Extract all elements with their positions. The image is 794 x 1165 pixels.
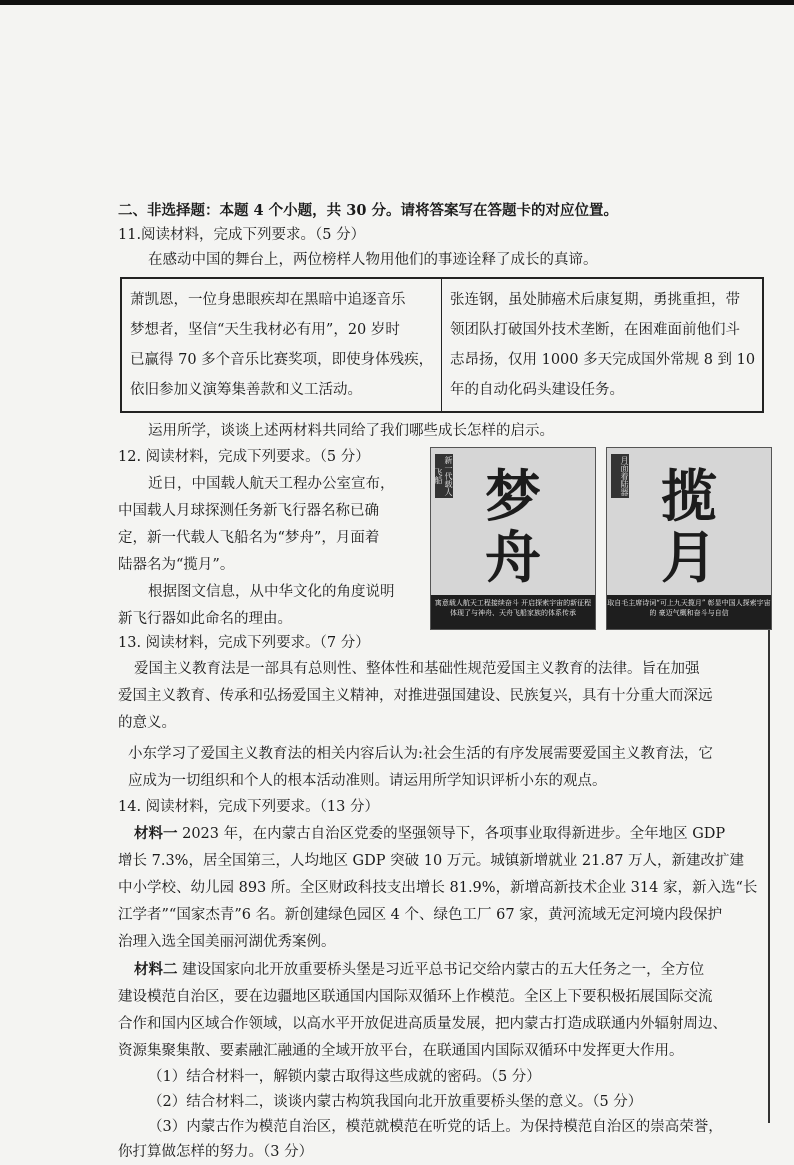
material1-text: 2023 年，在内蒙古自治区党委的坚强领导下，各项事业取得新进步。全年地区 GDP (177, 826, 726, 842)
poster-title-char: 舟 (485, 526, 541, 591)
poster-title-char: 揽 (661, 465, 717, 530)
q12-title: 12. 阅读材料，完成下列要求。（5 分） (118, 449, 370, 465)
q12-block (118, 444, 771, 631)
q14-sub2: （2）结合材料二，谈谈内蒙古构筑我国向北开放重要桥头堡的意义。（5 分） (148, 1094, 643, 1110)
q14-line: 增长 7.3%，居全国第三，人均地区 GDP 突破 10 万元。城镇新增就业 21.87 万人，新建改扩建 (118, 853, 745, 869)
q13-line: 的意义。 (118, 715, 176, 731)
q11-title: 11.阅读材料，完成下列要求。（5 分） (118, 227, 366, 243)
q14-sub3-line: （3）内蒙古作为模范自治区，模范就模范在听党的话上。为保持模范自治区的崇高荣誉， (148, 1119, 723, 1135)
poster-caption: 寓意载人航天工程接续奋斗 开启探索宇宙的新征程 体现了与神舟、天舟飞船家族的体系传承 (431, 595, 595, 629)
poster-tag: 月面着陆器 (611, 454, 629, 498)
q11-right-line: 志昂扬，仅用 1000 多天完成国外常规 8 到 10 (450, 352, 756, 368)
section-heading: 二、非选择题：本题 4 个小题，共 30 分。请将答案写在答题卡的对应位置。 (118, 202, 618, 219)
poster-lanyue (606, 447, 772, 630)
q11-intro: 在感动中国的舞台上，两位榜样人物用他们的事迹诠释了成长的真谛。 (148, 252, 598, 268)
q11-material-right (442, 279, 762, 411)
q11-right-line: 领团队打破国外技术垄断，在困难面前他们斗 (450, 322, 740, 338)
material1-label: 材料一 (134, 825, 178, 842)
q13-question-line: 小东学习了爱国主义教育法的相关内容后认为:社会生活的有序发展需要爱国主义教育法，它 (128, 746, 713, 762)
poster-tag: 新一代载人飞船 (434, 456, 453, 496)
q14-line: 中小学校、幼儿园 893 所。全区财政科技支出增长 81.9%，新增高新技术企业 314 家，新入选“长 (118, 880, 758, 896)
q14-line: 资源集聚集散、要素融汇融通的全域开放平台，在联通国内国际双循环中发挥更大作用。 (118, 1043, 684, 1059)
q14-material2-line (118, 956, 768, 984)
q14-title: 14. 阅读材料，完成下列要求。（13 分） (118, 799, 379, 815)
q11-material-left (122, 279, 442, 411)
q11-right-line: 年的自动化码头建设任务。 (450, 382, 624, 398)
q12-line: 中国载人月球探测任务新飞行器名称已确 (118, 503, 379, 519)
scan-top-edge (0, 0, 794, 5)
q11-left-line: 已赢得 70 多个音乐比赛奖项，即使身体残疾， (130, 352, 434, 368)
material2-text: 建设国家向北开放重要桥头堡是习近平总书记交给内蒙古的五大任务之一，全方位 (177, 962, 705, 978)
q14-line: 治理入选全国美丽河湖优秀案例。 (118, 934, 336, 950)
q12-line: 陆器名为“揽月”。 (118, 557, 235, 573)
q14-material1-line (118, 820, 768, 848)
poster-title-char: 梦 (485, 465, 541, 530)
q14-line: 建设模范自治区，要在边疆地区联通国内国际双循环上作模范。全区上下要积极拓展国际交流 (118, 989, 713, 1005)
poster-caption: 取自毛主席诗词“可上九天揽月” 彰显中国人探索宇宙的 豪迈气概和奋斗与自信 (607, 595, 771, 629)
q12-posters (430, 447, 772, 630)
q12-question-line: 根据图文信息，从中华文化的角度说明 (148, 584, 395, 600)
q12-line: 定，新一代载人飞船名为“梦舟”，月面着 (118, 530, 380, 546)
poster-title-char: 月 (661, 526, 717, 591)
q14-sub3-line: 你打算做怎样的努力。（3 分） (118, 1144, 314, 1160)
q13-line: 爱国主义教育法是一部具有总则性、整体性和基础性规范爱国主义教育的法律。旨在加强 (134, 661, 700, 677)
q12-line: 近日，中国载人航天工程办公室宣布， (148, 476, 395, 492)
q12-question-line: 新飞行器如此命名的理由。 (118, 611, 292, 627)
poster-mengzhou (430, 447, 596, 630)
q11-left-line: 依旧参加义演筹集善款和义工活动。 (130, 382, 362, 398)
q14-line: 合作和国内区域合作领域，以高水平开放促进高质量发展，把内蒙古打造成联通内外辐射周边、 (118, 1016, 727, 1032)
q11-right-line: 张连钢，虽处肺癌术后康复期，勇挑重担，带 (450, 292, 740, 308)
material2-label: 材料二 (134, 961, 178, 978)
q14-sub1: （1）结合材料一，解锁内蒙古取得这些成就的密码。（5 分） (148, 1069, 541, 1085)
q13-title: 13. 阅读材料，完成下列要求。（7 分） (118, 635, 370, 651)
exam-page (118, 198, 771, 1165)
q14-line: 江学者”“国家杰青”6 名。新创建绿色园区 4 个、绿色工厂 67 家，黄河流域无定河境内段保护 (118, 907, 723, 923)
q11-left-line: 萧凯恩，一位身患眼疾却在黑暗中追逐音乐 (130, 292, 406, 308)
q11-left-line: 梦想者，坚信“天生我材必有用”，20 岁时 (130, 322, 400, 338)
q13-line: 爱国主义教育、传承和弘扬爱国主义精神，对推进强国建设、民族复兴，具有十分重大而深远 (118, 688, 713, 704)
q11-material-table (120, 277, 764, 413)
q13-question-line: 应成为一切组织和个人的根本活动准则。请运用所学知识评析小东的观点。 (128, 773, 607, 789)
q11-question: 运用所学，谈谈上述两材料共同给了我们哪些成长怎样的启示。 (148, 423, 554, 439)
